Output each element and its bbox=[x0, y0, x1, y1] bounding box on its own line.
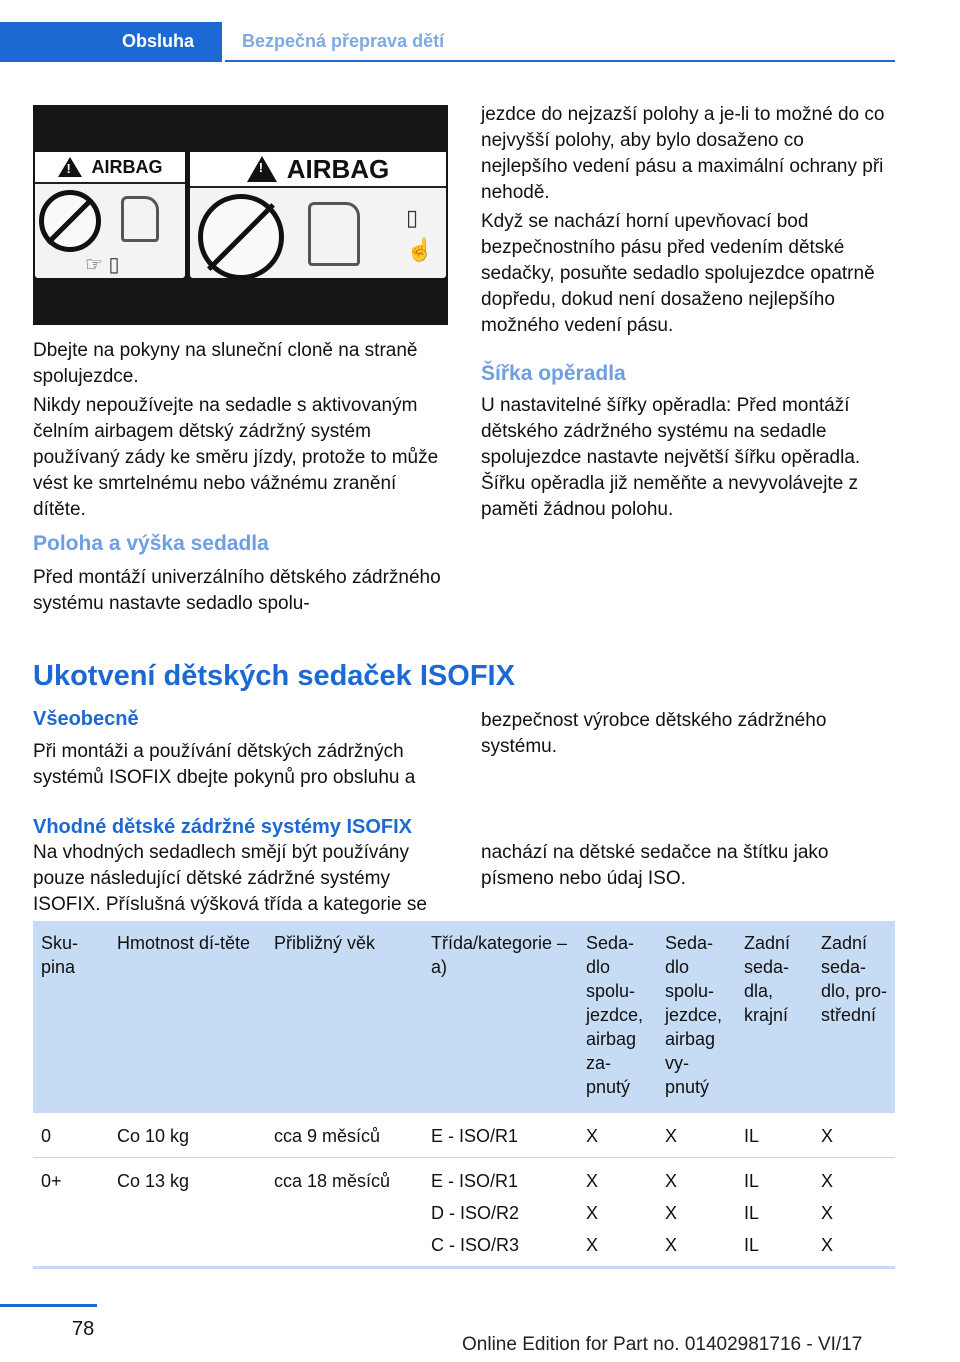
cell-age: cca 18 měsíců bbox=[266, 1158, 423, 1268]
page-number-rule bbox=[0, 1304, 97, 1307]
cell-value: IL bbox=[744, 1171, 760, 1191]
cell-rear-center: X bbox=[813, 1113, 895, 1158]
cell-value: IL bbox=[744, 1203, 760, 1223]
cell-rear-outer: IL bbox=[736, 1113, 813, 1158]
warning-icon bbox=[247, 156, 277, 182]
cell-value: X bbox=[821, 1203, 834, 1223]
backrest-width-text: U nastavitelné šířky opěradla: Před montáží dětského zádržného systému na sedadle spolujezdce nastavte největší šířku opěradla. Šířku opěradla již neměňte a nevyvolávejte z paměti žádnou polohu. bbox=[481, 395, 861, 520]
table-row bbox=[33, 1113, 895, 1158]
cell-value: X bbox=[665, 1203, 678, 1223]
seat-airbag-icon bbox=[121, 196, 159, 242]
cell-value: X bbox=[586, 1203, 599, 1223]
general-text-cont: bezpečnost výrobce dětského zádržného systému. bbox=[481, 710, 827, 757]
airbag-label-small-header bbox=[35, 152, 185, 184]
cell-value: X bbox=[821, 1235, 834, 1255]
col-passenger-airbag-off: Seda-dlo spolu-jezdce, airbag vy-pnutý bbox=[657, 921, 736, 1113]
col-passenger-airbag-on: Seda-dlo spolu-jezdce, airbag za-pnutý bbox=[578, 921, 657, 1113]
general-text: Při montáži a používání dětských zádržných systémů ISOFIX dbejte pokynů pro obsluhu a bbox=[33, 741, 416, 788]
tab-obsluha-label: Obsluha bbox=[122, 31, 195, 51]
book-hand-icon: ▯ ☝ bbox=[406, 205, 434, 262]
col-age: Přibližný věk bbox=[266, 921, 423, 1113]
col-rear-center: Zadní seda-dlo, pro-střední bbox=[813, 921, 895, 1113]
cell-airbag-on bbox=[578, 1158, 657, 1268]
no-rear-facing-seat-icon bbox=[198, 194, 284, 280]
cell-airbag-off: X bbox=[657, 1113, 736, 1158]
col-rear-outer: Zadní seda-dla, krajní bbox=[736, 921, 813, 1113]
col-class: Třída/kategorie – a) bbox=[423, 921, 578, 1113]
seat-position-text: Před montáží univerzálního dětského zádržného systému nastavte sedadlo spolu- bbox=[33, 567, 441, 614]
cell-value: X bbox=[586, 1171, 599, 1191]
heading-isofix: Ukotvení dětských sedaček ISOFIX bbox=[33, 660, 515, 692]
cell-value: X bbox=[586, 1235, 599, 1255]
heading-seat-position: Poloha a výška sedadla bbox=[33, 532, 269, 555]
table-row bbox=[33, 1158, 895, 1268]
header-tabbar bbox=[0, 22, 895, 62]
cell-value: E - ISO/R1 bbox=[431, 1171, 519, 1191]
airbag-label-photo bbox=[33, 105, 448, 325]
edition-text: Online Edition for Part no. 01402981716 - VI/17 bbox=[462, 1334, 863, 1355]
cell-airbag-off bbox=[657, 1158, 736, 1268]
hand-book-icon: ☞ ▯ bbox=[85, 254, 120, 276]
col-group: Sku-pina bbox=[33, 921, 109, 1113]
cell-group: 0+ bbox=[33, 1158, 109, 1268]
footer bbox=[0, 1330, 960, 1362]
no-rear-facing-seat-icon bbox=[39, 190, 101, 252]
cell-rear-outer bbox=[736, 1158, 813, 1268]
suitable-text-cont: nachází na dětské sedačce na štítku jako písmeno nebo údaj ISO. bbox=[481, 842, 829, 889]
cell-class: E - ISO/R1 bbox=[423, 1113, 578, 1158]
page-number: 78 bbox=[72, 1318, 95, 1340]
table-header-row bbox=[33, 921, 895, 1113]
cell-group: 0 bbox=[33, 1113, 109, 1158]
airbag-label-small bbox=[35, 152, 185, 278]
seat-position-text-cont: jezdce do nejzazší polohy a je-li to možné do co nejvyšší polohy, aby bylo dosaženo co nejlepšího vedení pásu a maximální ochrany při nehodě. bbox=[481, 104, 885, 203]
cell-weight: Co 13 kg bbox=[109, 1158, 266, 1268]
col-weight: Hmotnost dí-těte bbox=[109, 921, 266, 1113]
tab-section-label: Bezpečná přeprava dětí bbox=[242, 31, 445, 51]
warning-icon bbox=[58, 157, 82, 177]
heading-general: Všeobecně bbox=[33, 708, 139, 730]
cell-class bbox=[423, 1158, 578, 1268]
cell-value: C - ISO/R3 bbox=[431, 1235, 520, 1255]
cell-rear-center bbox=[813, 1158, 895, 1268]
isofix-table bbox=[33, 921, 895, 1269]
sunvisor-note: Dbejte na pokyny na sluneční cloně na straně spolujezdce. bbox=[33, 340, 418, 387]
cell-value: X bbox=[665, 1235, 678, 1255]
seat-airbag-icon bbox=[308, 202, 360, 266]
rear-facing-warning: Nikdy nepoužívejte na sedadle s aktivovaným čelním airbagem dětský zádržný systém používaný zády ke směru jízdy, protože to může vést ke smrtelnému nebo vážnému zranění dítěte. bbox=[33, 395, 439, 520]
cell-weight: Co 10 kg bbox=[109, 1113, 266, 1158]
cell-value: X bbox=[821, 1171, 834, 1191]
heading-backrest-width: Šířka opěradla bbox=[481, 362, 626, 385]
tab-obsluha bbox=[0, 22, 222, 62]
heading-suitable-systems: Vhodné dětské zádržné systémy ISOFIX bbox=[33, 816, 413, 838]
belt-anchor-text: Když se nachází horní upevňovací bod bezpečnostního pásu před vedením dětské sedačky, posuňte sedadlo spolujezdce opatrně dopředu, dokud není dosaženo nejlepšího možného vedení pásu. bbox=[481, 211, 875, 336]
cell-value: D - ISO/R2 bbox=[431, 1203, 520, 1223]
cell-value: IL bbox=[744, 1235, 760, 1255]
suitable-text: Na vhodných sedadlech smějí být používány pouze následující dětské zádržné systémy ISOFIX. Příslušná výšková třída a kategorie se bbox=[33, 842, 427, 915]
airbag-label-large-header bbox=[190, 152, 446, 188]
airbag-label-small-text: AIRBAG bbox=[91, 156, 163, 177]
cell-airbag-on: X bbox=[578, 1113, 657, 1158]
cell-value: X bbox=[665, 1171, 678, 1191]
airbag-label-large bbox=[190, 152, 446, 278]
cell-age: cca 9 měsíců bbox=[266, 1113, 423, 1158]
tab-section bbox=[225, 22, 895, 62]
airbag-label-large-text: AIRBAG bbox=[286, 153, 390, 184]
